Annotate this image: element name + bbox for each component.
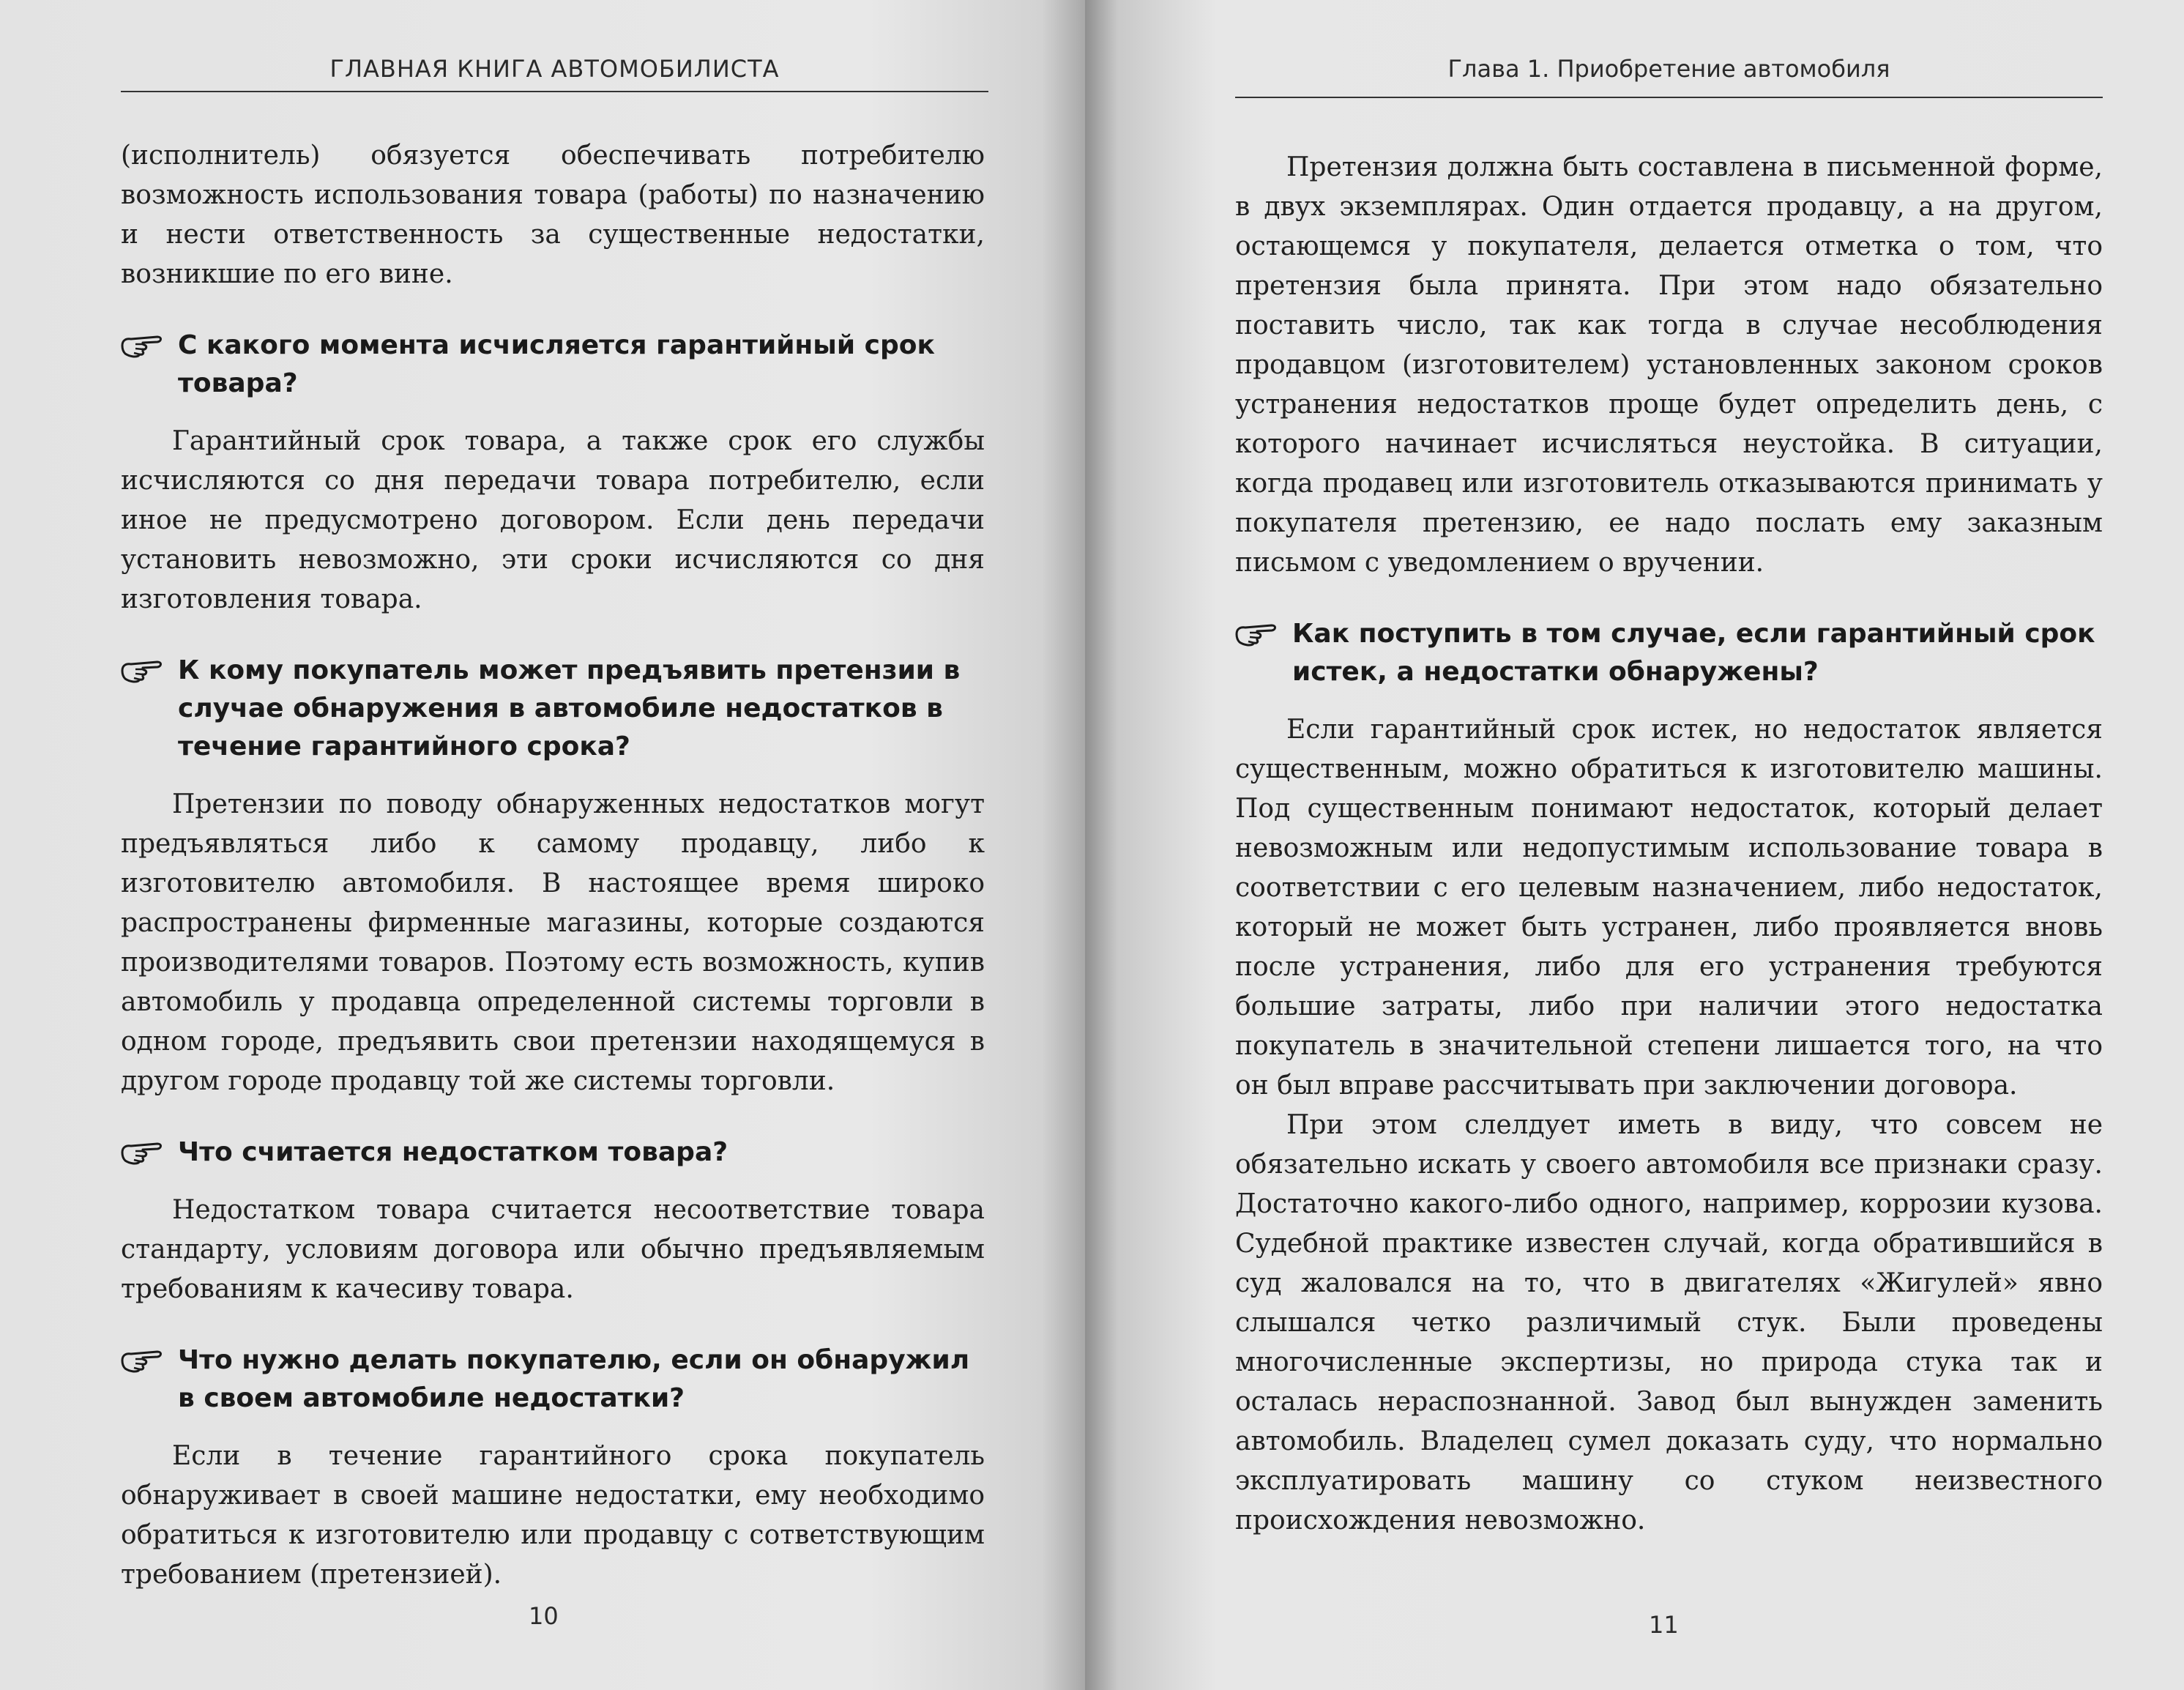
paragraph: Гарантийный срок товара, а также срок его службы исчисляются со дня передачи товара потребителю, если иное не предусмотрено договором. Если день передачи установить невозможно, эти сроки исчисляются со дня изготовления товара.	[121, 426, 985, 614]
page-number: 11	[1649, 1611, 1679, 1639]
pointing-hand-icon	[121, 1344, 166, 1374]
question-heading	[121, 327, 985, 403]
page-number: 10	[529, 1602, 559, 1630]
paragraph: (исполнитель) обязуется обеспечивать потребителю возможность использования товара (работы) по назначению и нести ответственность за существенные недостатки, возникшие по его вине.	[121, 141, 985, 289]
question-heading	[121, 1134, 985, 1172]
question-heading	[121, 1341, 985, 1418]
question-text: Что нужно делать покупателю, если он обнаружил в своем автомобиле недостатки?	[178, 1345, 970, 1413]
pointing-hand-icon	[121, 1136, 166, 1166]
question-text: Что считается недостатком товара?	[178, 1137, 728, 1167]
question-heading	[121, 652, 985, 766]
question-text: К кому покупатель может предъявить претензии в случае обнаружения в автомобиле недостатков в течение гарантийного срока?	[178, 655, 961, 762]
paragraph: При этом слелдует иметь в виду, что совсем не обязательно искать у своего автомобиля все признаки сразу. Достаточно какого-либо одного, например, коррозии кузова. Судебной практике известен случай, когда обратившийся в суд жаловался на то, что в двигателях «Жигулей» явно слышался четко различимый стук. Были проведены многочисленные экспертизы, но природа стука так и осталась нераспознанной. Завод был вынужден заменить автомобиль. Владелец сумел доказать суду, что нормально эксплуатировать машину со стуком неизвестного происхождения невозможно.	[1235, 1110, 2103, 1535]
header-rule	[121, 91, 988, 92]
question-text: С какого момента исчисляется гарантийный срок товара?	[178, 330, 935, 398]
right-page	[1085, 0, 2184, 1690]
paragraph: Если в течение гарантийного срока покупатель обнаруживает в своей машине недостатки, ему необходимо обратиться к изготовителю или продавцу с сответствующим требованием (претензией).	[121, 1441, 985, 1590]
question-heading	[1235, 615, 2103, 691]
pointing-hand-icon	[121, 655, 166, 684]
running-head: Глава 1. Приобретение автомобиля	[1447, 55, 1890, 83]
paragraph: Недостатком товара считается несоответствие товара стандарту, условиям договора или обычно предъявляемым требованиям к качесиву товара.	[121, 1195, 985, 1304]
paragraph: Если гарантийный срок истек, но недостаток является существенным, можно обратиться к изготовителю машины. Под существенным понимают недостаток, который делает невозможным или недопустимым использование товара в соответствии с его целевым назначением, либо недостаток, который не может быть устранен, либо проявляется вновь после устранения, либо для его устранения требуются большие затраты, либо при наличии этого недостатка покупатель в значительной степени лишается того, на что он был вправе рассчитывать при заключении договора.	[1235, 715, 2103, 1101]
question-text: Как поступить в том случае, если гарантийный срок истек, а недостатки обнаружены?	[1292, 619, 2095, 687]
left-page	[0, 0, 1085, 1690]
paragraph: Претензия должна быть составлена в письменной форме, в двух экземплярах. Один отдается продавцу, а на другом, остающемся у покупателя, делается отметка о том, что претензия была принята. При этом надо обязательно поставить число, так как тогда в случае несоблюдения продавцом (изготовителем) установленных законом сроков устранения недостатков проще будет определить день, с которого начинает исчисляться неустойка. В ситуации, когда продавец или изготовитель отказываются принимать у покупателя претензию, ее надо послать ему заказным письмом с уведомлением о вручении.	[1235, 152, 2103, 578]
page-content	[1235, 148, 2103, 1541]
pointing-hand-icon	[1235, 618, 1281, 647]
header-rule	[1235, 97, 2103, 98]
pointing-hand-icon	[121, 330, 166, 359]
page-content	[121, 136, 985, 1595]
running-head: ГЛАВНАЯ КНИГА АВТОМОБИЛИСТА	[329, 55, 780, 83]
paragraph: Претензии по поводу обнаруженных недостатков могут предъявляться либо к самому продавцу, либо к изготовителю автомобиля. В настоящее время широко распространены фирменные магазины, которые создаются производителями товаров. Поэтому есть возможность, купив автомобиль у продавца определенной системы торговли в одном городе, предъявить свои претензии находящемуся в другом городе продавцу той же системы торговли.	[121, 789, 985, 1096]
